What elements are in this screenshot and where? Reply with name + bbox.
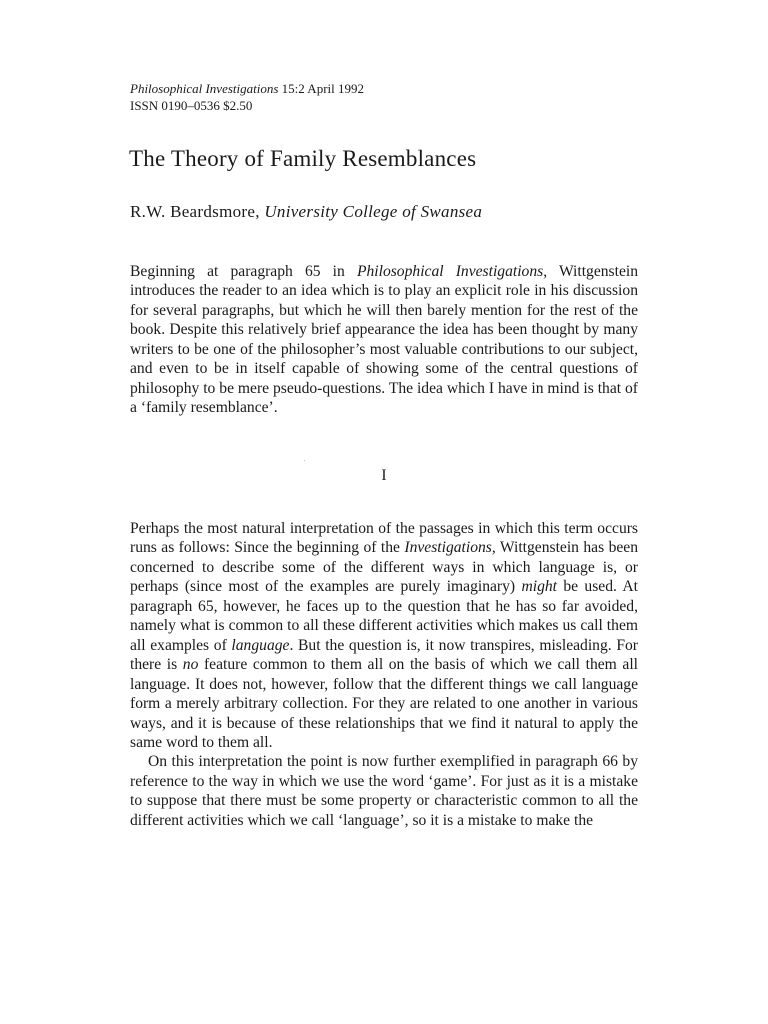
journal-issue-line bbox=[130, 80, 364, 97]
author-line bbox=[130, 201, 482, 223]
intro-paragraph bbox=[130, 262, 638, 418]
intro-text-part: , Wittgenstein introduces the reader to an idea which is to play an explicit role in his discussion for several paragraphs, but which he will then barely mention for the rest of the book. Despite this relatively brief appearance the idea has been thought by many writers to be one of the philosopher’s most valuable contributions to our subject, and even to be in itself capable of showing some of the central questions of philosophy to be mere pseudo-questions. The idea which I have in mind is that of a ‘family resemblance’. bbox=[130, 263, 639, 417]
paragraph-text: feature common to them all on the basis of which we call them all language. It does not, however, follow that the different things we call language form a merely arbitrary collection. For they are related to one another in various ways, and it is because of these relationships that we find it natural to apply the same word to them all. bbox=[130, 656, 638, 751]
paragraph-text: Perhaps the most natural interpretation of the passages in which this term occurs runs as follows: Since the beginning of the bbox=[130, 520, 638, 557]
scan-speck bbox=[304, 460, 305, 461]
section-one-paragraph-1 bbox=[130, 519, 638, 752]
article-title: The Theory of Family Resemblances bbox=[129, 146, 477, 171]
section-one-body bbox=[130, 519, 638, 830]
paragraph-text: be used. At paragraph 65, however, he faces up to the question that he has so far avoided, namely what is common to all these different activities which makes us call them all examples of bbox=[130, 578, 638, 654]
author-affiliation: University College of Swansea bbox=[264, 202, 483, 221]
journal-citation bbox=[130, 80, 364, 114]
intro-book-title: Philosophical Investigations bbox=[356, 263, 544, 280]
paragraph-italic: might bbox=[521, 578, 557, 596]
section-heading: I bbox=[381, 467, 387, 484]
intro-text bbox=[130, 262, 638, 418]
paragraph-italic: language bbox=[231, 636, 290, 654]
journal-issue: 15:2 April 1992 bbox=[278, 81, 364, 96]
issn-line: ISSN 0190–0536 $2.50 bbox=[130, 98, 253, 113]
author-name: R.W. Beardsmore, bbox=[130, 202, 265, 221]
section-one-paragraph-2: On this interpretation the point is now further exemplified in paragraph 66 by reference to the way in which we use the word ‘game’. For just as it is a mistake to suppose that there must be some property or characteristic common to all the different activities which we call ‘language’, so it is a mistake to make the bbox=[130, 753, 638, 829]
intro-text-part: Beginning at paragraph 65 in bbox=[130, 263, 357, 280]
paragraph-italic: Investigations bbox=[404, 539, 492, 557]
paragraph-italic: no bbox=[182, 656, 199, 674]
paragraph-text: . But the question is, it now transpires, misleading. For there is bbox=[130, 636, 638, 674]
journal-name: Philosophical Investigations bbox=[130, 81, 279, 96]
paragraph-text: , Wittgenstein has been concerned to describe some of the different ways in which language is, or perhaps (since most of the examples are purely imaginary) bbox=[130, 539, 639, 596]
